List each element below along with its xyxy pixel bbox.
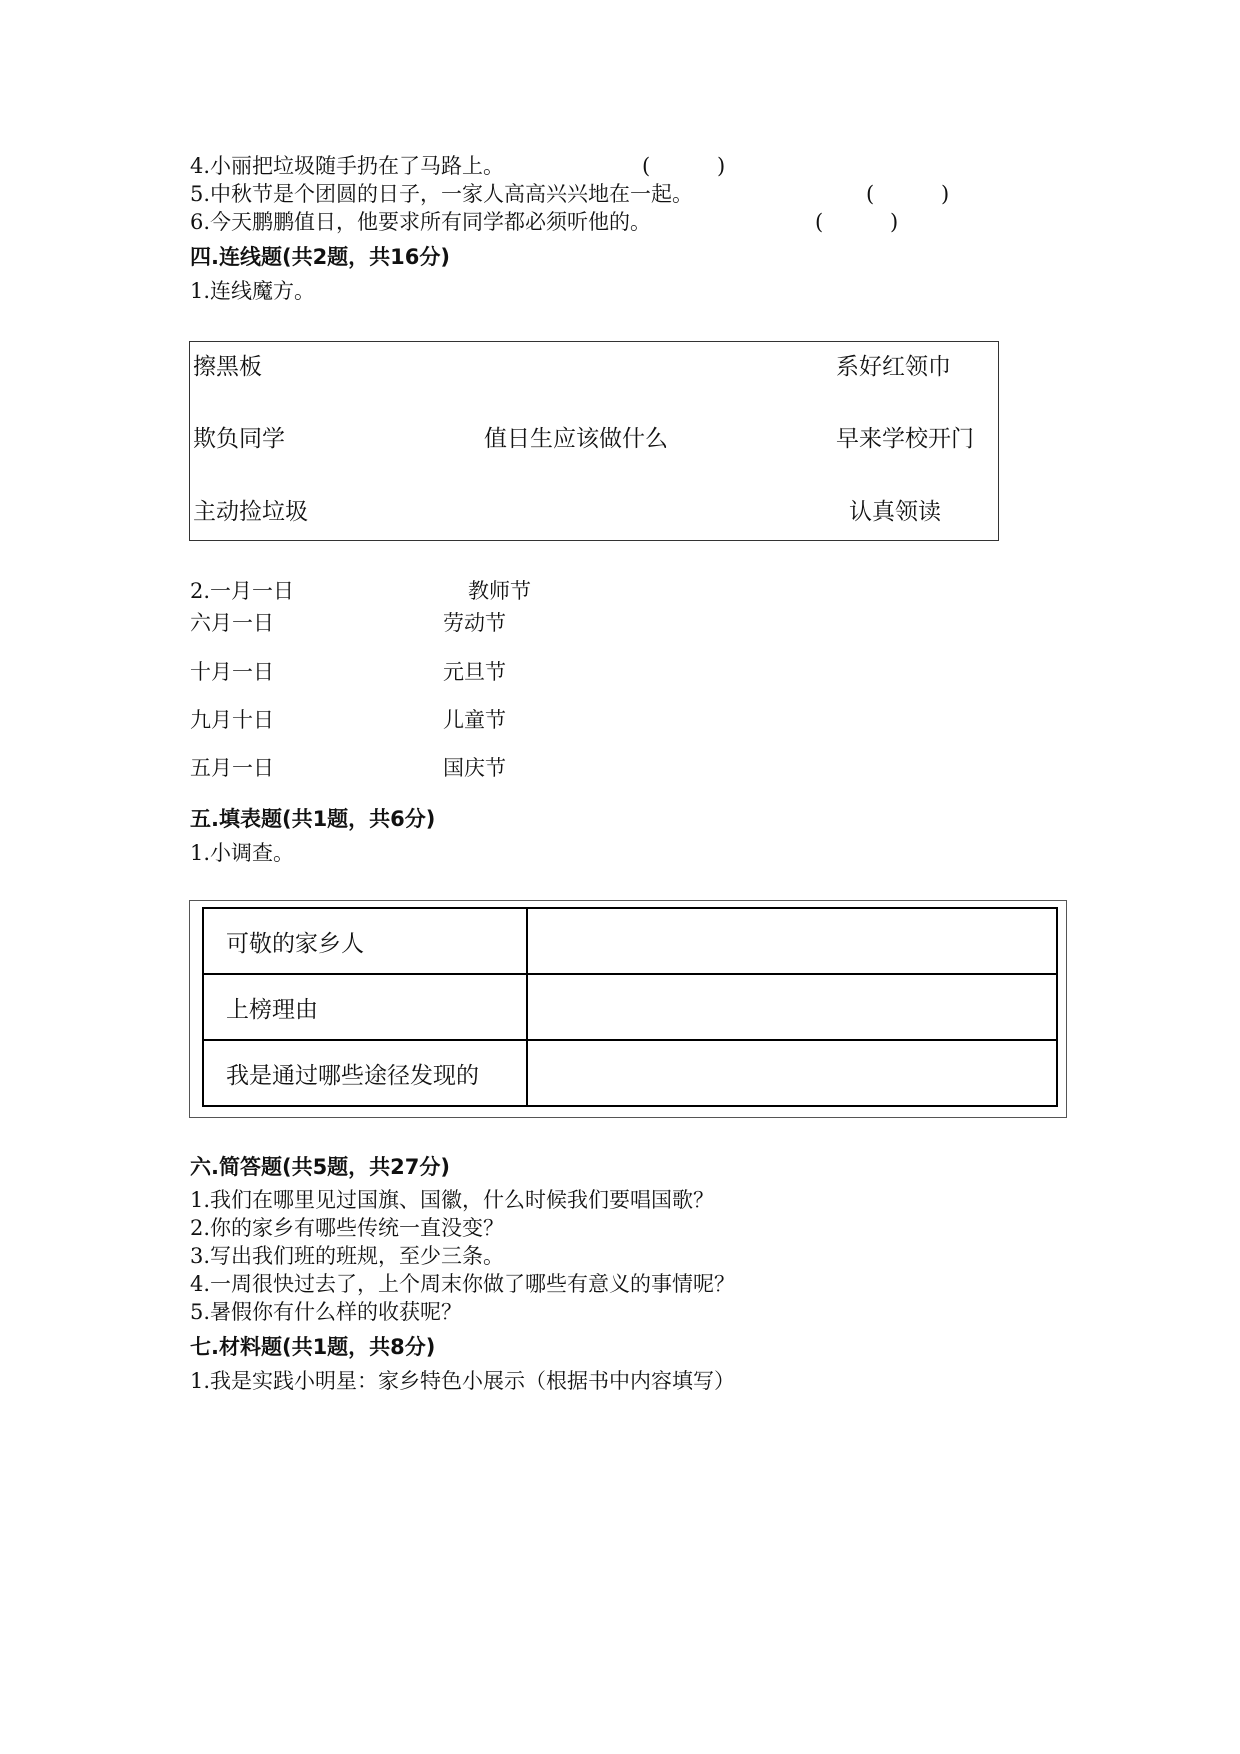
short-answer-5: 5.暑假你有什么样的收获呢？ bbox=[190, 1300, 463, 1324]
magic-right-3[interactable]: 认真领读 bbox=[849, 499, 941, 525]
holiday-2[interactable]: 劳动节 bbox=[443, 611, 506, 635]
holiday-1[interactable]: 教师节 bbox=[468, 579, 531, 603]
short-answer-1: 1.我们在哪里见过国旗、国徽，什么时候我们要唱国歌？ bbox=[190, 1188, 715, 1212]
holiday-4[interactable]: 儿童节 bbox=[443, 708, 506, 732]
survey-label-1: 可敬的家乡人 bbox=[203, 908, 527, 974]
answer-paren-4[interactable]: ( ) bbox=[642, 154, 726, 178]
date-1[interactable]: 一月一日 bbox=[210, 579, 295, 603]
section-4-question-1: 1.连线魔方。 bbox=[190, 279, 316, 303]
survey-answer-3[interactable] bbox=[527, 1040, 1057, 1106]
survey-label-2: 上榜理由 bbox=[203, 974, 527, 1040]
short-answer-3: 3.写出我们班的班规，至少三条。 bbox=[190, 1244, 505, 1268]
date-5[interactable]: 五月一日 bbox=[190, 756, 274, 780]
match-q2-prefix: 2. bbox=[190, 579, 211, 603]
magic-left-3[interactable]: 主动捡垃圾 bbox=[193, 499, 308, 525]
section-7-heading: 七.材料题(共1题，共8分) bbox=[190, 1335, 436, 1359]
section-6-heading: 六.简答题(共5题，共27分) bbox=[190, 1155, 451, 1179]
judge-item-4-text: 4.小丽把垃圾随手扔在了马路上。 bbox=[190, 154, 505, 178]
magic-center: 值日生应该做什么 bbox=[484, 426, 668, 452]
survey-table bbox=[202, 907, 1058, 1107]
table-row bbox=[203, 974, 1057, 1040]
section-7-question-1: 1.我是实践小明星：家乡特色小展示（根据书中内容填写） bbox=[190, 1369, 736, 1393]
short-answer-4: 4.一周很快过去了，上个周末你做了哪些有意义的事情呢？ bbox=[190, 1272, 736, 1296]
section-5-heading: 五.填表题(共1题，共6分) bbox=[190, 807, 436, 831]
magic-right-2[interactable]: 早来学校开门 bbox=[836, 426, 974, 452]
date-2[interactable]: 六月一日 bbox=[190, 611, 274, 635]
survey-answer-1[interactable] bbox=[527, 908, 1057, 974]
short-answer-2: 2.你的家乡有哪些传统一直没变？ bbox=[190, 1216, 505, 1240]
date-3[interactable]: 十月一日 bbox=[190, 660, 274, 684]
judge-item-4 bbox=[190, 152, 504, 180]
magic-left-1[interactable]: 擦黑板 bbox=[193, 354, 262, 380]
holiday-3[interactable]: 元旦节 bbox=[443, 660, 506, 684]
answer-paren-6[interactable]: ( ) bbox=[815, 210, 899, 234]
table-row bbox=[203, 1040, 1057, 1106]
judge-item-5-text: 5.中秋节是个团圆的日子，一家人高高兴兴地在一起。 bbox=[190, 182, 694, 206]
magic-right-1[interactable]: 系好红领巾 bbox=[836, 354, 951, 380]
date-4[interactable]: 九月十日 bbox=[190, 708, 274, 732]
table-row bbox=[203, 908, 1057, 974]
survey-answer-2[interactable] bbox=[527, 974, 1057, 1040]
judge-item-6-text: 6.今天鹏鹏值日，他要求所有同学都必须听他的。 bbox=[190, 210, 652, 234]
judge-item-6 bbox=[190, 208, 651, 236]
judge-item-5 bbox=[190, 180, 693, 208]
survey-label-3: 我是通过哪些途径发现的 bbox=[203, 1040, 527, 1106]
section-5-question-1: 1.小调查。 bbox=[190, 841, 295, 865]
section-4-heading: 四.连线题(共2题，共16分) bbox=[190, 245, 451, 269]
holiday-5[interactable]: 国庆节 bbox=[443, 756, 506, 780]
magic-left-2[interactable]: 欺负同学 bbox=[193, 426, 285, 452]
answer-paren-5[interactable]: ( ) bbox=[866, 182, 950, 206]
match-q2-line-1 bbox=[190, 577, 294, 605]
